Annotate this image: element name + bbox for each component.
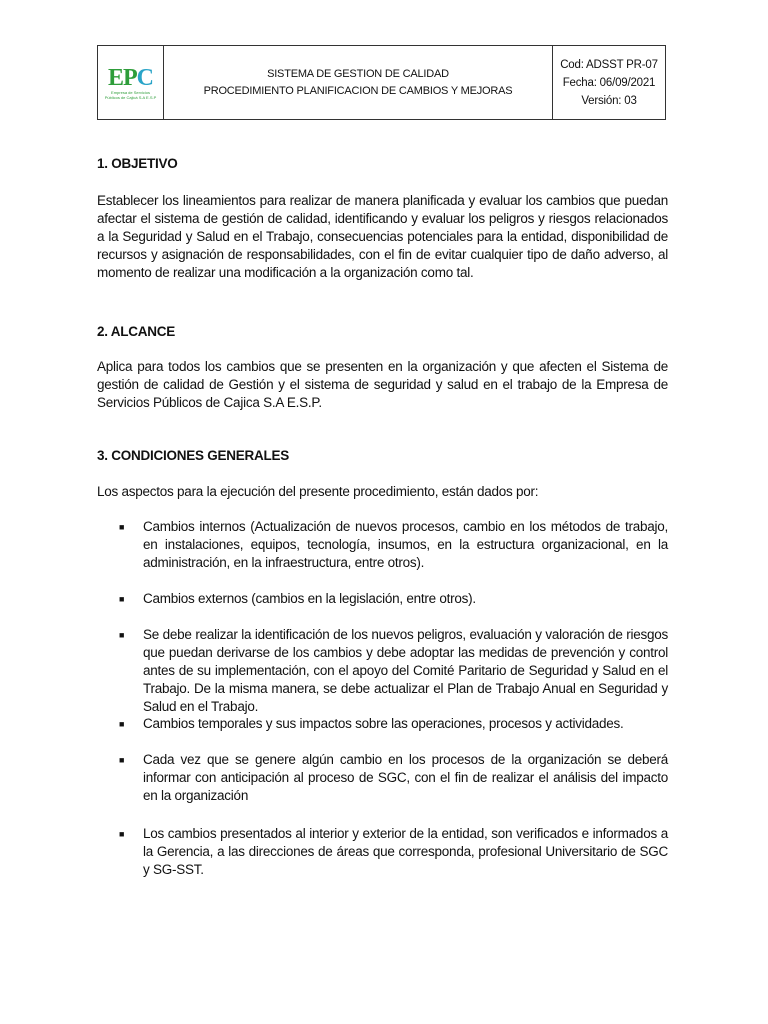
list-item-text: Se debe realizar la identificación de los nuevos peligros, evaluación y valoración de riesgos que puedan derivarse de los cambios y debe adoptar las medidas de prevención y control antes de su implementación, con el apoyo del Comité Paritario de Seguridad y Salud en el Trabajo. De la misma manera, se debe actualizar el Plan de Trabajo Anual en Seguridad y Salud en el Trabajo.: [143, 627, 668, 714]
document-header: [97, 45, 666, 120]
list-item: [97, 518, 668, 572]
header-meta-cell: [553, 46, 665, 119]
list-item: [97, 825, 668, 879]
list-item: [97, 626, 668, 716]
bullet-icon: ■: [119, 719, 125, 729]
list-item-text: Los cambios presentados al interior y exterior de la entidad, son verificados e informados a la Gerencia, a las direcciones de áreas que corresponda, profesional Universitario de SGC y SG-SST.: [143, 826, 668, 877]
bullet-icon: ■: [119, 755, 125, 765]
list-item: [97, 751, 668, 805]
list-item: [97, 715, 668, 733]
alcance-text: Aplica para todos los cambios que se presenten en la organización y que afecten el Sistema de gestión de calidad de Gestión y el sistema de seguridad y salud en el trabajo de la Empresa de Servicios Públicos de Cajica S.A E.S.P.: [97, 359, 668, 410]
logo-subtitle: Empresa de Servicios Públicos de Cajicá S.A E.S.P: [104, 89, 157, 100]
condiciones-heading: 3. CONDICIONES GENERALES: [97, 448, 290, 463]
bullet-icon: ■: [119, 522, 125, 532]
condiciones-intro: Los aspectos para la ejecución del presente procedimiento, están dados por:: [97, 484, 539, 499]
alcance-heading: 2. ALCANCE: [97, 324, 176, 339]
objetivo-text: Establecer los lineamientos para realizar de manera planificada y evaluar los cambios que puedan afectar el sistema de gestión de calidad, identificando y evaluar los peligros y riesgos relacionados a la Seguridad y Salud en el Trabajo, consecuencias potenciales para la entidad, disponibilidad de recursos y asignación de responsabilidades, con el fin de evitar cualquier tipo de daño adverso, al momento de realizar una modificación a la organización como tal.: [97, 193, 668, 280]
objetivo-heading: 1. OBJETIVO: [97, 156, 178, 171]
document-date: Fecha: 06/09/2021: [562, 76, 656, 89]
header-title-cell: [164, 46, 553, 119]
list-item-text: Cambios internos (Actualización de nuevos procesos, cambio en los métodos de trabajo, en instalaciones, equipos, tecnología, insumos, en la estructura organizacional, en la administración, en la infraestructura, entre otros).: [143, 519, 668, 570]
system-title: SISTEMA DE GESTION DE CALIDAD: [267, 67, 449, 80]
list-item-text: Cada vez que se genere algún cambio en los procesos de la organización se deberá informar con anticipación al proceso de SGC, con el fin de realizar el análisis del impacto en la organización: [143, 752, 668, 803]
company-logo: [98, 46, 164, 119]
bullet-icon: ■: [119, 829, 125, 839]
list-item-text: Cambios temporales y sus impactos sobre las operaciones, procesos y actividades.: [143, 716, 624, 731]
procedure-title: PROCEDIMIENTO PLANIFICACION DE CAMBIOS Y MEJORAS: [203, 84, 513, 97]
document-code: Cod: ADSST PR-07: [560, 58, 658, 71]
logo-mark: EPC: [107, 64, 153, 91]
bullet-icon: ■: [119, 594, 125, 604]
bullet-icon: ■: [119, 630, 125, 640]
document-version: Versión: 03: [581, 94, 637, 107]
list-item-text: Cambios externos (cambios en la legislación, entre otros).: [143, 591, 476, 606]
list-item: [97, 590, 668, 608]
